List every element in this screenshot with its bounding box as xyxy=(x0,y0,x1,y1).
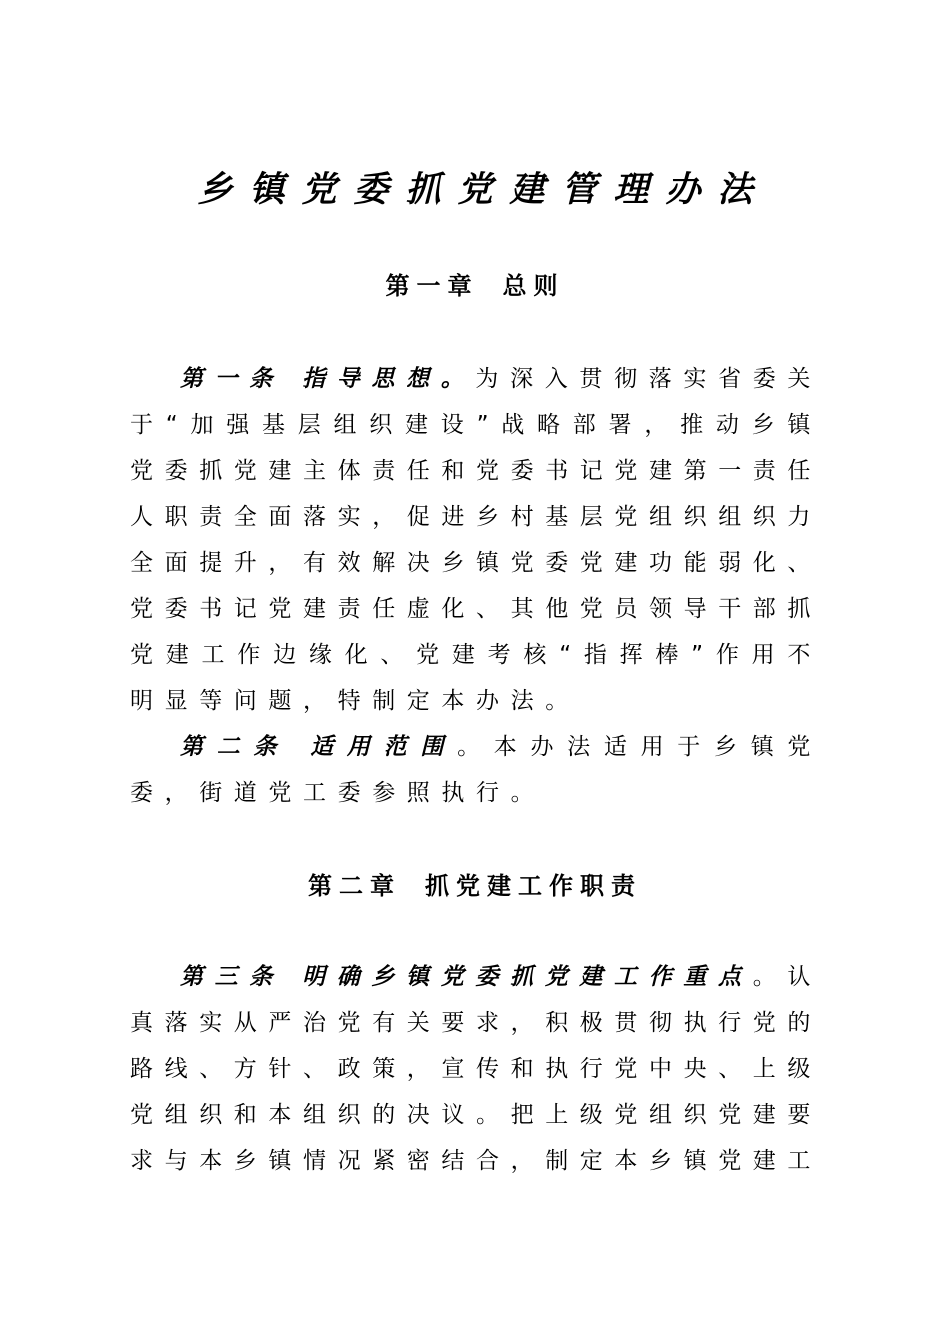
article-1-number: 第一条 xyxy=(180,365,284,392)
article-2 xyxy=(130,724,822,816)
article-1-body: 为深入贯彻落实省委关于“加强基层组织建设”战略部署，推动乡镇党委抓党建主体责任和党委书记党建第一责任人职责全面落实，促进乡村基层党组织组织力全面提升，有效解决乡镇党委党建功能弱化、党委书记党建责任虚化、其他党员领导干部抓党建工作边缘化、党建考核“指挥棒”作用不明显等问题，特制定本办法。 xyxy=(130,366,822,714)
article-3-number: 第三条 xyxy=(180,963,284,990)
article-2-title: 适用范围 xyxy=(308,733,458,760)
article-1-title: 指导思想。 xyxy=(302,365,476,392)
article-2-body: 。本办法适用于乡镇党委，街道党工委参照执行。 xyxy=(130,734,823,806)
article-3-body: 。认真落实从严治党有关要求，积极贯彻执行党的路线、方针、政策，宣传和执行党中央、上级党组织和本组织的决议。把上级党组织党建要求与本乡镇情况紧密结合，制定本乡镇党建工 xyxy=(130,964,822,1174)
chapter-2-heading xyxy=(0,866,950,906)
document-title: 乡镇党委抓党建管理办法 xyxy=(197,169,770,210)
article-2-number: 第二条 xyxy=(180,733,291,760)
chapter-2-number: 第二章 xyxy=(308,872,401,900)
article-3 xyxy=(130,954,822,1184)
chapter-1-title: 总则 xyxy=(502,272,565,300)
chapter-1-heading xyxy=(0,266,950,306)
article-3-title: 明确乡镇党委抓党建工作重点 xyxy=(302,963,753,990)
article-1 xyxy=(130,356,822,724)
chapter-2-title: 抓党建工作职责 xyxy=(425,872,642,900)
chapter-1-number: 第一章 xyxy=(385,272,479,300)
